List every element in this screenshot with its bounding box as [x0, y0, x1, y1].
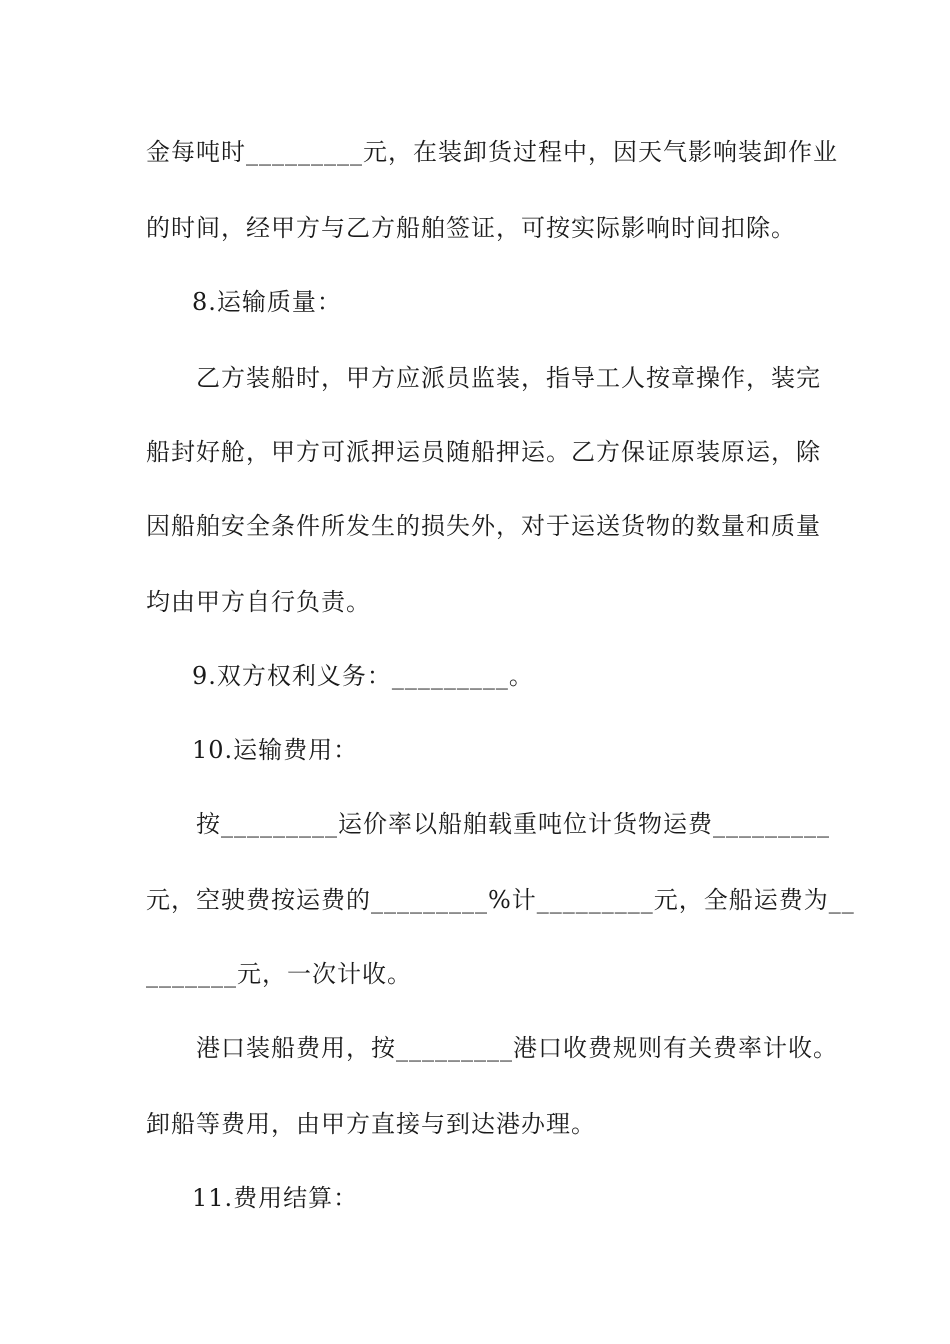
paragraph-line: 的时间，经甲方与乙方船舶签证，可按实际影响时间扣除。	[146, 214, 796, 242]
section-heading: 8.运输质量：	[192, 288, 342, 316]
section-heading: 9.双方权利义务：_________。	[192, 662, 534, 690]
paragraph-line: 均由甲方自行负责。	[146, 588, 371, 616]
paragraph-line: 元，空驶费按运费的_________%计_________元，全船运费为__	[146, 886, 855, 914]
paragraph-line: _______元，一次计收。	[146, 960, 412, 988]
paragraph-line: 港口装船费用，按_________港口收费规则有关费率计收。	[196, 1034, 838, 1062]
paragraph-line: 金每吨时_________元，在装卸货过程中，因天气影响装卸作业	[146, 138, 838, 166]
paragraph-line: 乙方装船时，甲方应派员监装，指导工人按章操作，装完	[196, 364, 821, 392]
paragraph-line: 船封好舱，甲方可派押运员随船押运。乙方保证原装原运，除	[146, 438, 821, 466]
paragraph-line: 卸船等费用，由甲方直接与到达港办理。	[146, 1110, 596, 1138]
paragraph-line: 按_________运价率以船舶载重吨位计货物运费_________	[196, 810, 830, 838]
paragraph-line: 因船舶安全条件所发生的损失外，对于运送货物的数量和质量	[146, 512, 821, 540]
section-heading: 10.运输费用：	[192, 736, 359, 764]
section-heading: 11.费用结算：	[192, 1184, 359, 1212]
